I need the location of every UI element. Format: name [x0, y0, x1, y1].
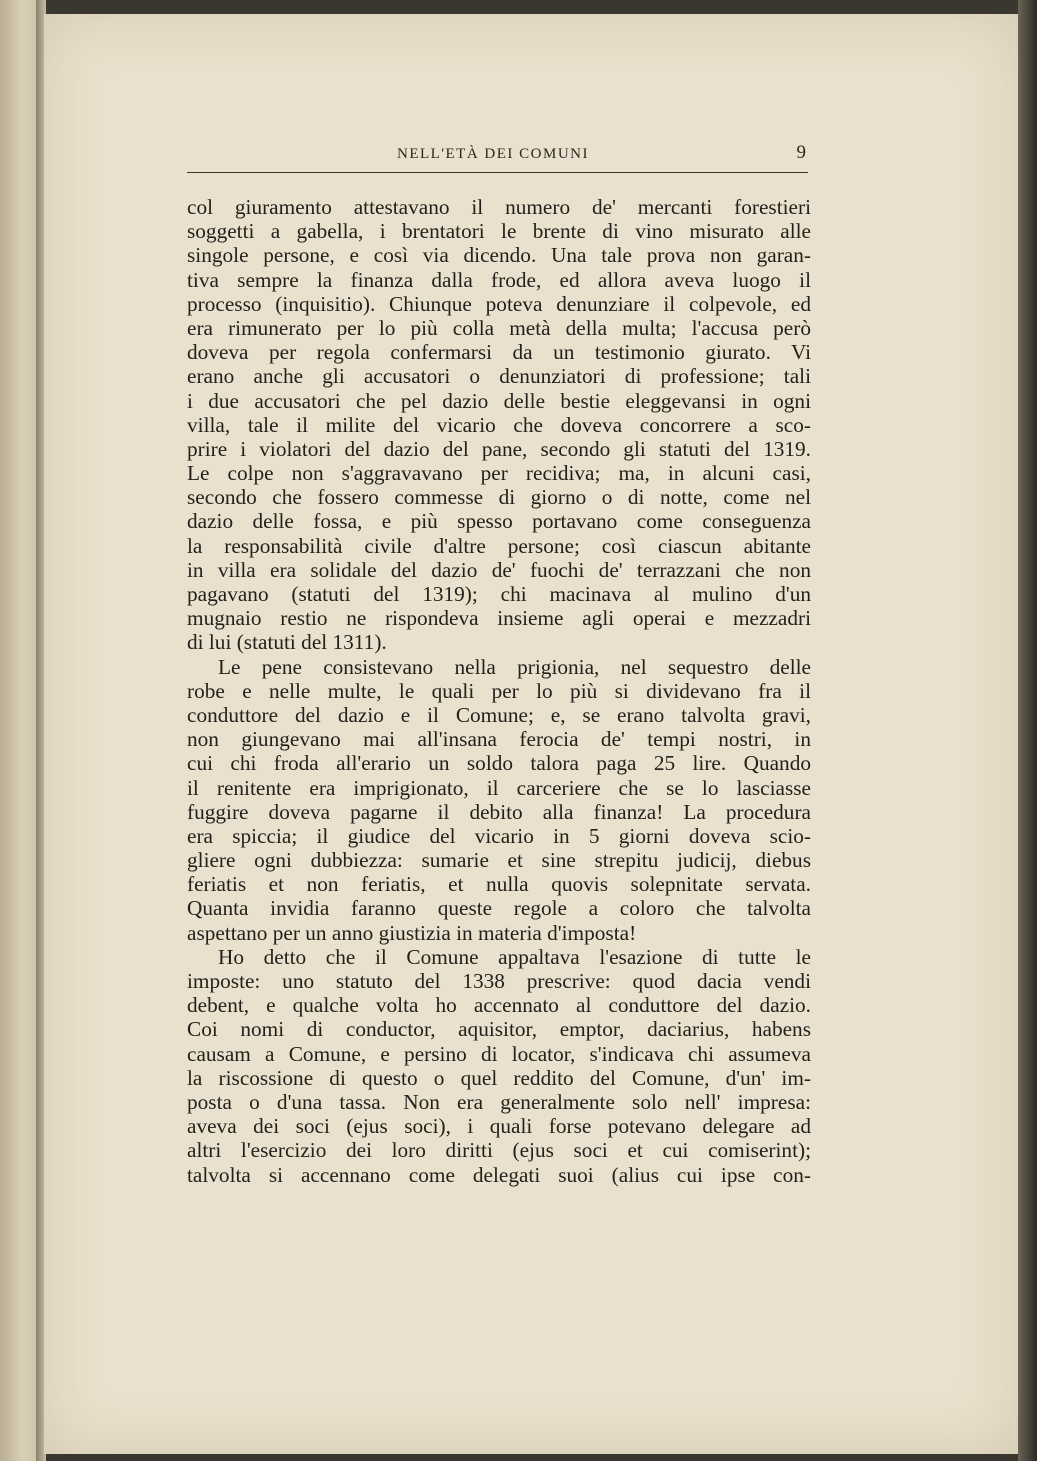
text-line: tiva sempre la finanza dalla frode, ed allora aveva luogo il — [187, 267, 811, 292]
text-line: imposte: uno statuto del 1338 prescrive: quod dacia vendi — [187, 969, 811, 993]
text-line: prire i violatori del dazio del pane, secondo gli statuti del 1319. — [187, 436, 811, 461]
text-line: non giungevano mai all'insana ferocia de' tempi nostri, in — [187, 727, 811, 752]
text-line: aveva dei soci (ejus soci), i quali forse potevano delegare ad — [187, 1114, 811, 1139]
text-line: aspettano per un anno giustizia in materia d'imposta! — [187, 920, 637, 945]
text-line: erano anche gli accusatori o denunziatori di professione; tali — [187, 364, 811, 389]
text-line: Coi nomi di conductor, aquisitor, emptor, daciarius, habens — [187, 1017, 811, 1042]
text-line: i due accusatori che pel dazio delle bestie eleggevansi in ogni — [187, 388, 811, 413]
text-line: era rimunerato per lo più colla metà della multa; l'accusa però — [187, 315, 811, 340]
page-number: 9 — [796, 142, 806, 163]
text-line: conduttore del dazio e il Comune; e, se erano talvolta gravi, — [187, 702, 811, 727]
text-line: robe e nelle multe, le quali per lo più si dividevano fra il — [187, 678, 811, 703]
text-line: talvolta si accennano come delegati suoi (alius cui ipse con- — [187, 1162, 811, 1187]
running-title: NELL'ETÀ DEI COMUNI — [397, 146, 590, 162]
text-line: col giuramento attestavano il numero de' mercanti forestieri — [187, 195, 811, 219]
text-line: in villa era solidale del dazio de' fuochi de' terrazzani che non — [187, 557, 811, 582]
text-line: processo (inquisitio). Chiunque poteva denunziare il colpevole, ed — [187, 291, 811, 316]
text-line: era spiccia; il giudice del vicario in 5 giorni doveva scio- — [187, 823, 811, 848]
text-line: doveva per regola confermarsi da un testimonio giurato. Vi — [187, 340, 811, 365]
page-header — [187, 144, 808, 174]
body-text — [187, 195, 811, 1187]
text-line: Ho detto che il Comune appaltava l'esazione di tutte le — [218, 944, 811, 969]
text-line: soggetti a gabella, i brentatori le brente di vino misurato alle — [187, 219, 811, 244]
page-edge-shadow — [1018, 0, 1037, 1461]
text-line: di lui (statuti del 1311). — [187, 630, 387, 655]
facing-page-edge — [0, 0, 40, 1461]
text-line: pagavano (statuti del 1319); chi macinava al mulino d'un — [187, 582, 811, 606]
text-line: cui chi froda all'erario un soldo talora paga 25 lire. Quando — [187, 751, 811, 776]
text-line: posta o d'una tassa. Non era generalmente solo nell' impresa: — [187, 1089, 811, 1114]
text-line: dazio delle fossa, e più spesso portavano come conseguenza — [187, 509, 811, 534]
text-line: fuggire doveva pagarne il debito alla finanza! La procedura — [187, 799, 811, 824]
text-line: altri l'esercizio dei loro diritti (ejus soci et cui comiserint); — [187, 1138, 811, 1163]
text-line: villa, tale il milite del vicario che doveva concorrere a sco- — [187, 412, 811, 437]
text-line: debent, e qualche volta ho accennato al conduttore del dazio. — [187, 993, 811, 1018]
text-line: secondo che fossero commesse di giorno o di notte, come nel — [187, 485, 811, 510]
text-line: la responsabilità civile d'altre persone; così ciascun abitante — [187, 533, 811, 558]
text-line: la riscossione di questo o quel reddito del Comune, d'un' im- — [187, 1065, 811, 1090]
text-line: mugnaio restio ne rispondeva insieme agli operai e mezzadri — [187, 606, 811, 631]
text-line: Quanta invidia faranno queste regole a coloro che talvolta — [187, 896, 811, 921]
text-line: causam a Comune, e persino di locator, s'indicava chi assumeva — [187, 1041, 811, 1066]
text-line: feriatis et non feriatis, et nulla quovis solepnitate servata. — [187, 872, 811, 897]
text-line: gliere ogni dubbiezza: sumarie et sine strepitu judicij, diebus — [187, 848, 811, 873]
text-line: Le colpe non s'aggravavano per recidiva; ma, in alcuni casi, — [187, 461, 811, 486]
text-line: Le pene consistevano nella prigionia, nel sequestro delle — [218, 654, 811, 679]
text-line: il renitente era imprigionato, il carceriere che se lo lasciasse — [187, 775, 811, 800]
text-line: singole persone, e così via dicendo. Una tale prova non garan- — [187, 243, 811, 268]
header-rule — [187, 172, 808, 173]
